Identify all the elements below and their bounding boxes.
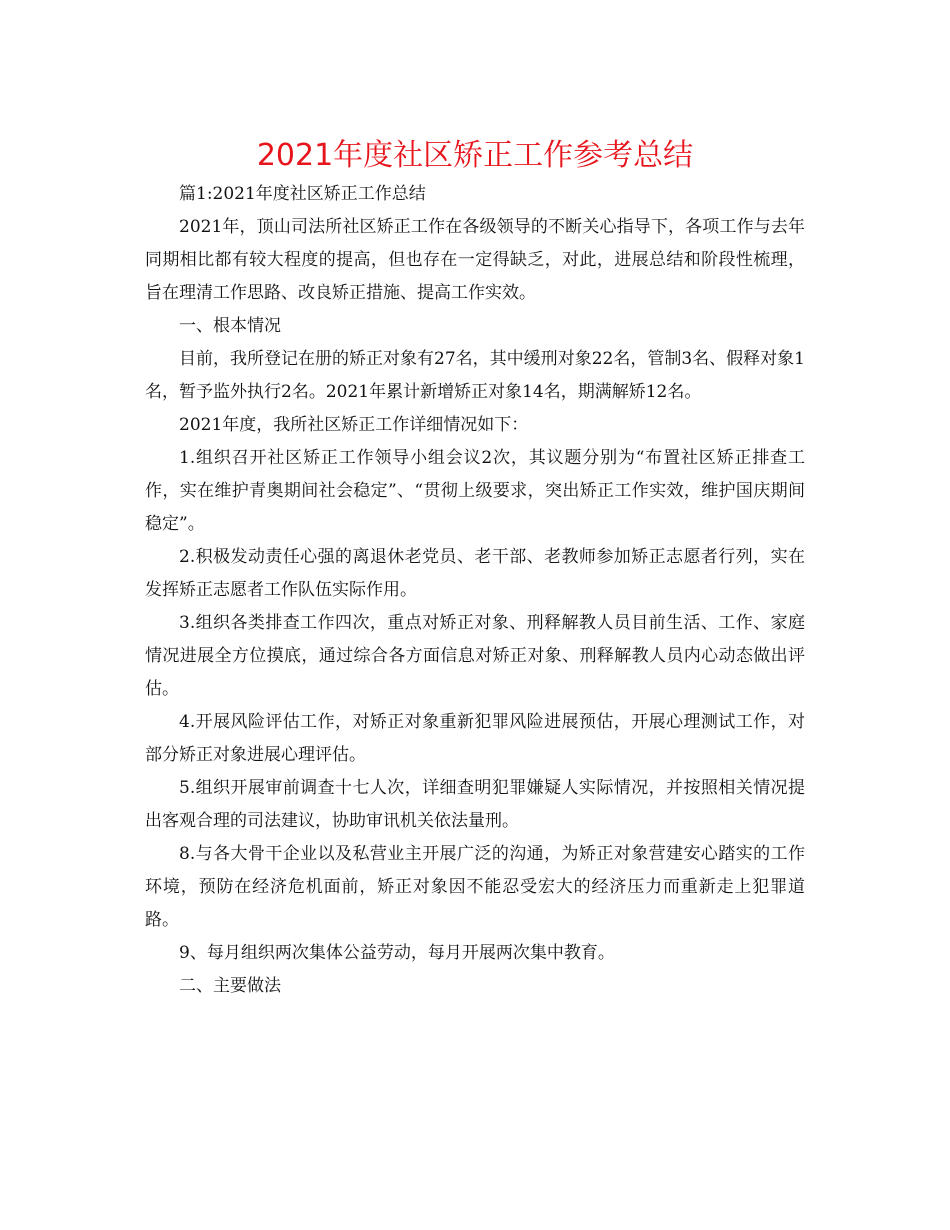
paragraph-item-8: 8.与各大骨干企业以及私营业主开展广泛的沟通，为矫正对象营建安心踏实的工作环境，预防在经济危机面前，矫正对象因不能忍受宏大的经济压力而重新走上犯罪道路。 [145,844,805,930]
paragraph-item-3: 3.组织各类排查工作四次，重点对矫正对象、刑释解教人员目前生活、工作、家庭情况进展全方位摸底，通过综合各方面信息对矫正对象、刑释解教人员内心动态做出评估。 [145,613,805,699]
paragraph-item-1: 1.组织召开社区矫正工作领导小组会议2次，其议题分别为“布置社区矫正排查工作，实在维护青奥期间社会稳定”、“贯彻上级要求，突出矫正工作实效，维护国庆期间稳定”。 [145,448,805,534]
paragraph-heading-basic-situation: 一、根本情况 [179,316,281,336]
paragraph-section-heading: 篇1:2021年度社区矫正工作总结 [179,184,426,204]
document-title: 2021年度社区矫正工作参考总结 [256,138,694,173]
paragraph-heading-main-practices: 二、主要做法 [179,976,281,996]
paragraph-details-lead: 2021年度，我所社区矫正工作详细情况如下： [179,415,529,435]
paragraph-item-4: 4.开展风险评估工作，对矫正对象重新犯罪风险进展预估，开展心理测试工作，对部分矫正对象进展心理评估。 [145,712,805,765]
document-body [145,178,805,1003]
paragraph-intro: 2021年，顶山司法所社区矫正工作在各级领导的不断关心指导下，各项工作与去年同期相比都有较大程度的提高，但也存在一定得缺乏，对此，进展总结和阶段性梳理，旨在理清工作思路、改良矫正措施、提高工作实效。 [145,217,805,303]
paragraph-item-2: 2.积极发动责任心强的离退休老党员、老干部、老教师参加矫正志愿者行列，实在发挥矫正志愿者工作队伍实际作用。 [145,547,805,600]
paragraph-item-9: 9、每月组织两次集体公益劳动，每月开展两次集中教育。 [179,943,615,963]
paragraph-item-5: 5.组织开展审前调查十七人次，详细查明犯罪嫌疑人实际情况，并按照相关情况提出客观合理的司法建议，协助审讯机关依法量刑。 [145,778,805,831]
paragraph-statistics: 目前，我所登记在册的矫正对象有27名，其中缓刑对象22名，管制3名、假释对象1名，暂予监外执行2名。2021年累计新增矫正对象14名，期满解矫12名。 [145,349,805,402]
